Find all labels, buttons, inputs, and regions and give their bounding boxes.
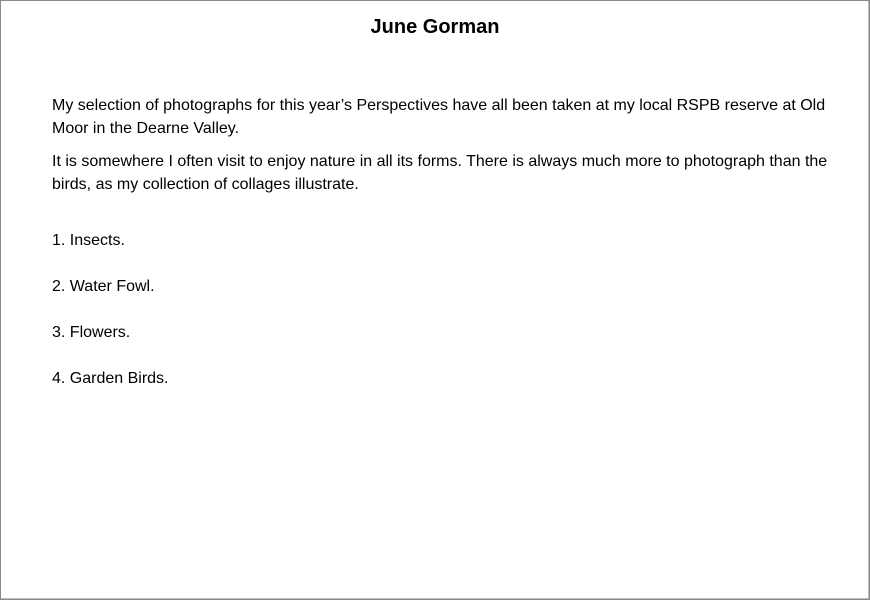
list-item: 3. Flowers. [52, 324, 131, 341]
intro-paragraph: My selection of photographs for this year’s Perspectives have all been taken at my local RSPB reserve at Old Moor in the Dearne Valley. [52, 97, 826, 137]
list-item: 2. Water Fowl. [52, 278, 155, 295]
intro-paragraph: It is somewhere I often visit to enjoy nature in all its forms. There is always much more to photograph than the birds, as my collection of collages illustrate. [52, 153, 828, 193]
intro-text [52, 94, 832, 206]
list-item: 4. Garden Birds. [52, 370, 169, 387]
page-title: June Gorman [370, 16, 500, 38]
collage-list [52, 229, 169, 413]
list-item: 1. Insects. [52, 232, 125, 249]
